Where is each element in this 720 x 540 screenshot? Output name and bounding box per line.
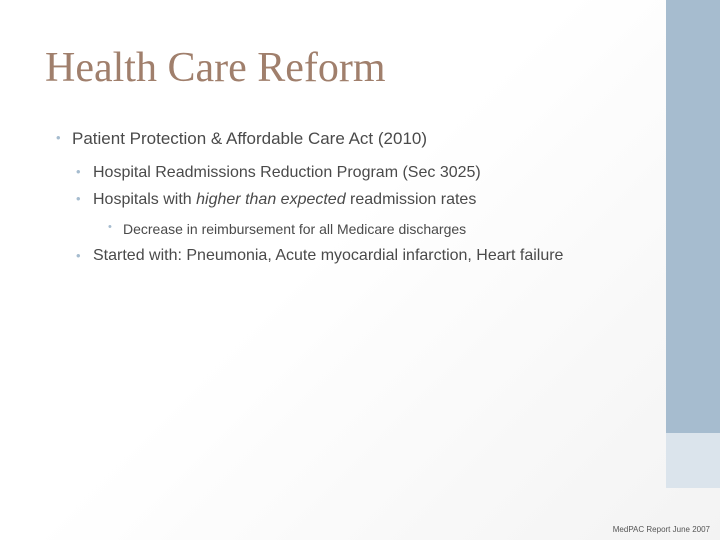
slide-title: Health Care Reform	[45, 45, 386, 91]
bullet-text: Started with: Pneumonia, Acute myocardial infarction, Heart failure	[93, 247, 564, 264]
bullet-item	[76, 245, 613, 267]
bullet-icon: •	[108, 221, 112, 233]
bullet-text-suffix: readmission rates	[345, 191, 477, 208]
bullet-item	[76, 191, 477, 209]
bullet-icon: •	[76, 164, 81, 179]
bullet-text: Patient Protection & Affordable Care Act (2010)	[72, 129, 428, 148]
footer-source: MedPAC Report June 2007	[612, 525, 710, 534]
bullet-item	[108, 221, 467, 237]
bullet-icon: •	[56, 130, 61, 145]
bullet-text-emphasis: higher than expected	[196, 191, 346, 208]
bullet-item	[56, 129, 428, 149]
bullet-icon: •	[76, 191, 81, 206]
bullet-text-prefix: Hospitals with	[93, 191, 197, 208]
bullet-icon: •	[76, 248, 81, 263]
bullet-item	[76, 164, 481, 182]
bullet-text: Hospital Readmissions Reduction Program (Sec 3025)	[93, 164, 481, 181]
bullet-text: Decrease in reimbursement for all Medicare discharges	[123, 221, 467, 237]
